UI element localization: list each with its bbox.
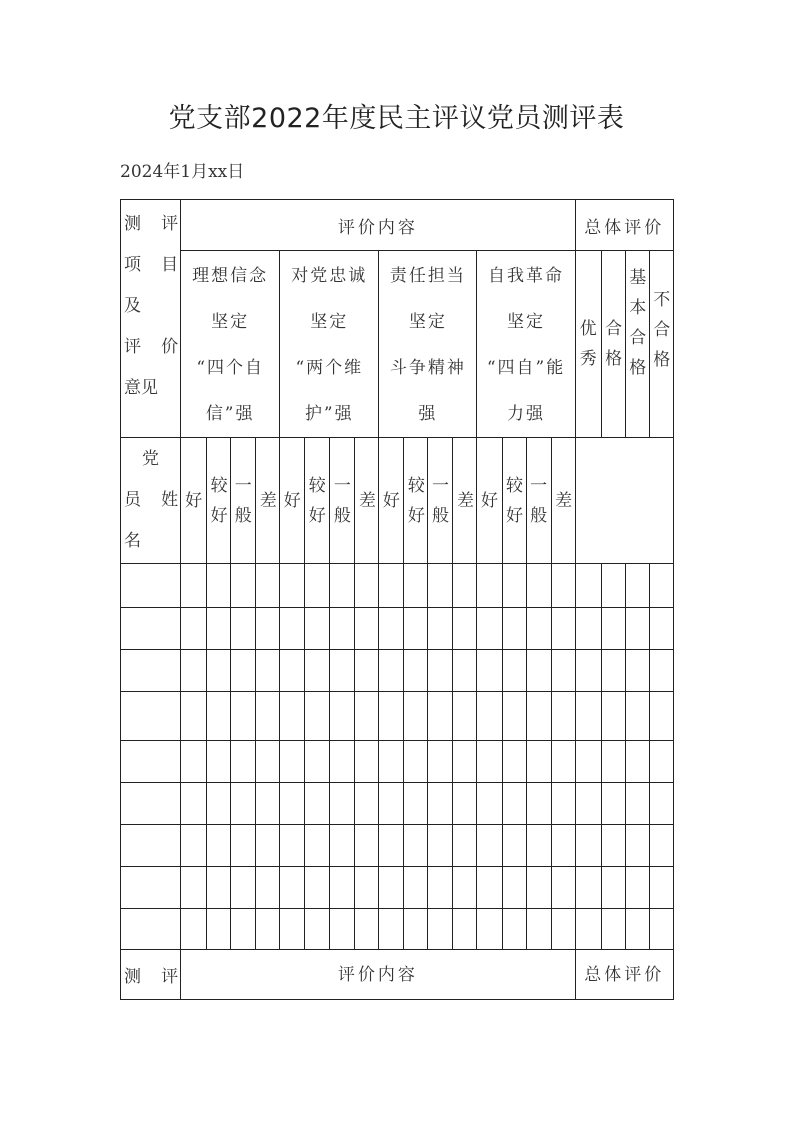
item-header-char: 价	[161, 337, 179, 357]
rating-input-cell[interactable]	[428, 564, 453, 608]
rating-label: 差	[555, 490, 573, 511]
rating-input-cell[interactable]	[575, 783, 601, 825]
rating-input-cell[interactable]	[453, 825, 477, 867]
rating-label: 较好	[407, 475, 425, 526]
rating-input-cell[interactable]	[231, 650, 256, 692]
footer-overall-header: 总体评价	[575, 950, 673, 1000]
category-text: 护”强	[304, 404, 354, 424]
rating-input-cell[interactable]	[453, 867, 477, 909]
rating-input-cell[interactable]	[181, 909, 207, 950]
category-text: 对党忠诚	[291, 266, 368, 286]
rating-label: 一般	[530, 475, 548, 526]
rating-input-cell[interactable]	[575, 909, 601, 950]
rating-input-cell[interactable]	[181, 741, 207, 783]
rating-input-cell[interactable]	[625, 650, 649, 692]
overall-option-cell	[575, 251, 601, 438]
rating-cell	[453, 438, 477, 564]
rating-input-cell[interactable]	[305, 650, 330, 692]
rating-input-cell[interactable]	[404, 825, 428, 867]
rating-input-cell[interactable]	[280, 825, 305, 867]
rating-input-cell[interactable]	[379, 909, 404, 950]
rating-input-cell[interactable]	[575, 650, 601, 692]
rating-cell	[330, 438, 355, 564]
rating-input-cell[interactable]	[181, 783, 207, 825]
rating-input-cell[interactable]	[625, 608, 649, 650]
rating-cell	[305, 438, 330, 564]
overall-option-cell	[625, 251, 649, 438]
rating-input-cell[interactable]	[207, 783, 231, 825]
rating-input-cell[interactable]	[649, 564, 673, 608]
rating-input-cell[interactable]	[601, 650, 625, 692]
rating-input-cell[interactable]	[428, 825, 453, 867]
footer-item-char: 测	[124, 967, 141, 987]
rating-input-cell[interactable]	[231, 692, 256, 741]
category-text: “四个自	[196, 358, 265, 378]
table-row	[121, 564, 674, 608]
rating-input-cell[interactable]	[477, 650, 502, 692]
overall-option-cell	[649, 251, 673, 438]
rating-input-cell[interactable]	[280, 608, 305, 650]
rating-input-cell[interactable]	[551, 783, 575, 825]
rating-cell	[355, 438, 379, 564]
rating-input-cell[interactable]	[207, 692, 231, 741]
item-header-char: 评	[124, 337, 141, 357]
rating-input-cell[interactable]	[551, 564, 575, 608]
rating-input-cell[interactable]	[649, 867, 673, 909]
overall-header: 总体评价	[575, 200, 673, 251]
rating-input-cell[interactable]	[625, 825, 649, 867]
rating-input-cell[interactable]	[231, 608, 256, 650]
rating-input-cell[interactable]	[330, 741, 355, 783]
category-text: 信”强	[205, 404, 255, 424]
table-row	[121, 825, 674, 867]
evaluation-table	[120, 199, 674, 1000]
rating-input-cell[interactable]	[280, 867, 305, 909]
rating-input-cell[interactable]	[453, 650, 477, 692]
rating-input-cell[interactable]	[575, 692, 601, 741]
rating-input-cell[interactable]	[575, 867, 601, 909]
rating-input-cell[interactable]	[601, 692, 625, 741]
member-name-input[interactable]	[121, 867, 181, 909]
rating-input-cell[interactable]	[453, 783, 477, 825]
rating-input-cell[interactable]	[477, 867, 502, 909]
rating-input-cell[interactable]	[404, 741, 428, 783]
rating-label: 好	[185, 490, 203, 511]
category-text: 理想信念	[192, 266, 269, 286]
rating-input-cell[interactable]	[379, 564, 404, 608]
rating-cell	[477, 438, 502, 564]
rating-input-cell[interactable]	[207, 867, 231, 909]
category-text: 坚定	[507, 312, 546, 332]
member-name-input[interactable]	[121, 741, 181, 783]
rating-input-cell[interactable]	[502, 825, 526, 867]
member-name-input[interactable]	[121, 564, 181, 608]
rating-input-cell[interactable]	[526, 564, 551, 608]
rating-input-cell[interactable]	[502, 783, 526, 825]
category-text: 坚定	[310, 312, 349, 332]
member-name-input[interactable]	[121, 825, 181, 867]
rating-label: 差	[456, 490, 474, 511]
rating-input-cell[interactable]	[231, 741, 256, 783]
rating-input-cell[interactable]	[428, 867, 453, 909]
rating-input-cell[interactable]	[477, 608, 502, 650]
category-text: 斗争精神	[389, 358, 466, 378]
member-name-input[interactable]	[121, 692, 181, 741]
rating-input-cell[interactable]	[428, 692, 453, 741]
date-line: 2024年1月xx日	[120, 162, 245, 182]
rating-input-cell[interactable]	[305, 692, 330, 741]
rating-input-cell[interactable]	[477, 564, 502, 608]
rating-input-cell[interactable]	[601, 741, 625, 783]
rating-input-cell[interactable]	[502, 692, 526, 741]
item-header-char: 意见	[124, 378, 158, 398]
rating-input-cell[interactable]	[355, 783, 379, 825]
rating-input-cell[interactable]	[280, 741, 305, 783]
category-text: 坚定	[408, 312, 447, 332]
rating-input-cell[interactable]	[551, 692, 575, 741]
rating-input-cell[interactable]	[649, 909, 673, 950]
rating-input-cell[interactable]	[256, 650, 280, 692]
rating-input-cell[interactable]	[305, 608, 330, 650]
rating-input-cell[interactable]	[256, 867, 280, 909]
rating-input-cell[interactable]	[256, 909, 280, 950]
rating-input-cell[interactable]	[305, 909, 330, 950]
rating-label: 较好	[210, 475, 228, 526]
rating-input-cell[interactable]	[551, 867, 575, 909]
rating-input-cell[interactable]	[231, 867, 256, 909]
rating-input-cell[interactable]	[526, 650, 551, 692]
rating-input-cell[interactable]	[649, 825, 673, 867]
member-name-input[interactable]	[121, 608, 181, 650]
rating-label: 一般	[234, 475, 252, 526]
rating-input-cell[interactable]	[453, 608, 477, 650]
rating-input-cell[interactable]	[207, 909, 231, 950]
rating-input-cell[interactable]	[207, 825, 231, 867]
rating-input-cell[interactable]	[355, 825, 379, 867]
rating-input-cell[interactable]	[428, 783, 453, 825]
table-row	[121, 608, 674, 650]
rating-input-cell[interactable]	[280, 783, 305, 825]
rating-input-cell[interactable]	[231, 825, 256, 867]
rating-cell	[404, 438, 428, 564]
rating-cell	[256, 438, 280, 564]
rating-input-cell[interactable]	[207, 741, 231, 783]
rating-label: 较好	[308, 475, 326, 526]
footer-item-char: 评	[161, 967, 179, 987]
overall-option: 优秀	[579, 319, 597, 369]
rating-input-cell[interactable]	[526, 608, 551, 650]
rating-input-cell[interactable]	[404, 608, 428, 650]
rating-input-cell[interactable]	[526, 783, 551, 825]
rating-input-cell[interactable]	[256, 608, 280, 650]
rating-input-cell[interactable]	[649, 650, 673, 692]
rating-cell	[207, 438, 231, 564]
rating-input-cell[interactable]	[502, 650, 526, 692]
category-text: 力强	[507, 404, 546, 424]
rating-input-cell[interactable]	[181, 608, 207, 650]
rating-input-cell[interactable]	[207, 564, 231, 608]
rating-input-cell[interactable]	[181, 692, 207, 741]
rating-input-cell[interactable]	[280, 564, 305, 608]
table-row	[121, 692, 674, 741]
rating-label: 较好	[506, 475, 524, 526]
rating-cell	[280, 438, 305, 564]
rating-input-cell[interactable]	[575, 608, 601, 650]
rating-input-cell[interactable]	[428, 608, 453, 650]
table-row	[121, 909, 674, 950]
category-text: 责任担当	[389, 266, 466, 286]
rating-input-cell[interactable]	[404, 564, 428, 608]
rating-input-cell[interactable]	[305, 741, 330, 783]
rating-input-cell[interactable]	[379, 650, 404, 692]
rating-input-cell[interactable]	[625, 867, 649, 909]
member-name-input[interactable]	[121, 650, 181, 692]
rating-input-cell[interactable]	[256, 783, 280, 825]
blank-cell	[575, 438, 673, 564]
rating-input-cell[interactable]	[280, 909, 305, 950]
table-row	[121, 867, 674, 909]
rating-input-cell[interactable]	[330, 825, 355, 867]
footer-item-cell	[121, 950, 181, 1000]
rating-input-cell[interactable]	[601, 825, 625, 867]
rating-input-cell[interactable]	[625, 783, 649, 825]
rating-input-cell[interactable]	[181, 564, 207, 608]
rating-input-cell[interactable]	[355, 564, 379, 608]
rating-input-cell[interactable]	[601, 783, 625, 825]
rating-input-cell[interactable]	[526, 692, 551, 741]
rating-input-cell[interactable]	[330, 783, 355, 825]
rating-input-cell[interactable]	[477, 692, 502, 741]
rating-input-cell[interactable]	[428, 650, 453, 692]
rating-input-cell[interactable]	[502, 909, 526, 950]
rating-cell	[502, 438, 526, 564]
rating-input-cell[interactable]	[601, 867, 625, 909]
category-cell	[477, 251, 575, 438]
item-header-cell	[121, 200, 181, 438]
rating-input-cell[interactable]	[256, 692, 280, 741]
rating-label: 差	[358, 490, 376, 511]
rating-input-cell[interactable]	[601, 608, 625, 650]
rating-input-cell[interactable]	[181, 867, 207, 909]
rating-label: 好	[283, 490, 301, 511]
rating-input-cell[interactable]	[477, 783, 502, 825]
rating-input-cell[interactable]	[330, 867, 355, 909]
rating-input-cell[interactable]	[330, 692, 355, 741]
category-text: 自我革命	[488, 266, 565, 286]
rating-label: 好	[481, 490, 498, 511]
rating-input-cell[interactable]	[502, 608, 526, 650]
name-header-char: 名	[124, 531, 141, 551]
rating-input-cell[interactable]	[379, 867, 404, 909]
rating-cell	[379, 438, 404, 564]
rating-input-cell[interactable]	[379, 783, 404, 825]
category-cell	[379, 251, 477, 438]
rating-input-cell[interactable]	[305, 825, 330, 867]
rating-input-cell[interactable]	[477, 825, 502, 867]
rating-input-cell[interactable]	[207, 608, 231, 650]
rating-input-cell[interactable]	[330, 608, 355, 650]
name-header-cell	[121, 438, 181, 564]
rating-label: 好	[382, 490, 400, 511]
rating-input-cell[interactable]	[625, 692, 649, 741]
item-header-char: 测	[124, 214, 141, 234]
rating-input-cell[interactable]	[207, 650, 231, 692]
rating-input-cell[interactable]	[551, 909, 575, 950]
footer-content-header: 评价内容	[181, 950, 576, 1000]
rating-input-cell[interactable]	[502, 741, 526, 783]
rating-input-cell[interactable]	[526, 867, 551, 909]
overall-option: 不合格	[653, 290, 671, 370]
rating-input-cell[interactable]	[453, 909, 477, 950]
rating-input-cell[interactable]	[330, 650, 355, 692]
rating-input-cell[interactable]	[526, 741, 551, 783]
rating-input-cell[interactable]	[355, 909, 379, 950]
rating-input-cell[interactable]	[355, 608, 379, 650]
rating-input-cell[interactable]	[355, 867, 379, 909]
category-cell	[280, 251, 379, 438]
rating-input-cell[interactable]	[256, 564, 280, 608]
rating-input-cell[interactable]	[575, 825, 601, 867]
rating-input-cell[interactable]	[305, 867, 330, 909]
rating-input-cell[interactable]	[256, 825, 280, 867]
overall-option: 基本合格	[629, 268, 647, 378]
name-header-char: 员	[124, 490, 141, 510]
rating-label: 一般	[431, 475, 449, 526]
table-row	[121, 741, 674, 783]
category-cell	[181, 251, 280, 438]
overall-option-cell	[601, 251, 625, 438]
rating-input-cell[interactable]	[453, 564, 477, 608]
rating-cell	[181, 438, 207, 564]
rating-input-cell[interactable]	[355, 650, 379, 692]
rating-cell	[428, 438, 453, 564]
name-header-char: 姓	[161, 490, 179, 510]
rating-input-cell[interactable]	[453, 741, 477, 783]
category-text: 坚定	[211, 312, 250, 332]
category-text: 强	[418, 404, 438, 424]
rating-input-cell[interactable]	[526, 909, 551, 950]
item-header-char: 及	[124, 296, 141, 316]
rating-input-cell[interactable]	[280, 692, 305, 741]
rating-input-cell[interactable]	[305, 783, 330, 825]
rating-input-cell[interactable]	[231, 564, 256, 608]
rating-input-cell[interactable]	[379, 608, 404, 650]
rating-input-cell[interactable]	[477, 741, 502, 783]
rating-input-cell[interactable]	[280, 650, 305, 692]
overall-option: 合格	[605, 319, 623, 369]
rating-input-cell[interactable]	[526, 825, 551, 867]
page-title: 党支部2022年度民主评议党员测评表	[168, 103, 625, 134]
rating-input-cell[interactable]	[625, 909, 649, 950]
content-header: 评价内容	[181, 200, 576, 251]
rating-input-cell[interactable]	[404, 909, 428, 950]
rating-label: 差	[259, 490, 277, 511]
name-header-char: 党	[142, 449, 160, 469]
rating-input-cell[interactable]	[428, 741, 453, 783]
member-name-input[interactable]	[121, 783, 181, 825]
rating-input-cell[interactable]	[404, 783, 428, 825]
rating-input-cell[interactable]	[181, 650, 207, 692]
rating-input-cell[interactable]	[551, 650, 575, 692]
rating-input-cell[interactable]	[231, 783, 256, 825]
rating-input-cell[interactable]	[551, 741, 575, 783]
table-row	[121, 783, 674, 825]
rating-input-cell[interactable]	[256, 741, 280, 783]
category-text: “四自”能	[486, 358, 566, 378]
rating-input-cell[interactable]	[404, 867, 428, 909]
rating-input-cell[interactable]	[601, 564, 625, 608]
category-text: “两个维	[295, 358, 364, 378]
rating-input-cell[interactable]	[379, 692, 404, 741]
rating-cell	[526, 438, 551, 564]
rating-input-cell[interactable]	[649, 692, 673, 741]
item-header-char: 评	[161, 214, 179, 234]
rating-input-cell[interactable]	[502, 564, 526, 608]
rating-input-cell[interactable]	[649, 783, 673, 825]
rating-input-cell[interactable]	[428, 909, 453, 950]
rating-input-cell[interactable]	[649, 741, 673, 783]
rating-input-cell[interactable]	[355, 692, 379, 741]
rating-input-cell[interactable]	[404, 692, 428, 741]
rating-input-cell[interactable]	[551, 608, 575, 650]
rating-input-cell[interactable]	[181, 825, 207, 867]
rating-input-cell[interactable]	[305, 564, 330, 608]
rating-cell	[231, 438, 256, 564]
rating-input-cell[interactable]	[379, 741, 404, 783]
rating-input-cell[interactable]	[330, 564, 355, 608]
rating-input-cell[interactable]	[404, 650, 428, 692]
item-header-char: 项	[124, 255, 141, 275]
rating-input-cell[interactable]	[551, 825, 575, 867]
rating-input-cell[interactable]	[231, 909, 256, 950]
rating-input-cell[interactable]	[649, 608, 673, 650]
rating-input-cell[interactable]	[453, 692, 477, 741]
table-row	[121, 650, 674, 692]
rating-label: 一般	[333, 475, 351, 526]
rating-input-cell[interactable]	[575, 564, 601, 608]
rating-input-cell[interactable]	[625, 564, 649, 608]
rating-input-cell[interactable]	[477, 909, 502, 950]
member-name-input[interactable]	[121, 909, 181, 950]
rating-input-cell[interactable]	[355, 741, 379, 783]
rating-input-cell[interactable]	[379, 825, 404, 867]
rating-input-cell[interactable]	[330, 909, 355, 950]
rating-input-cell[interactable]	[601, 909, 625, 950]
rating-input-cell[interactable]	[625, 741, 649, 783]
item-header-char: 目	[161, 255, 179, 275]
rating-input-cell[interactable]	[575, 741, 601, 783]
rating-input-cell[interactable]	[502, 867, 526, 909]
rating-cell	[551, 438, 575, 564]
